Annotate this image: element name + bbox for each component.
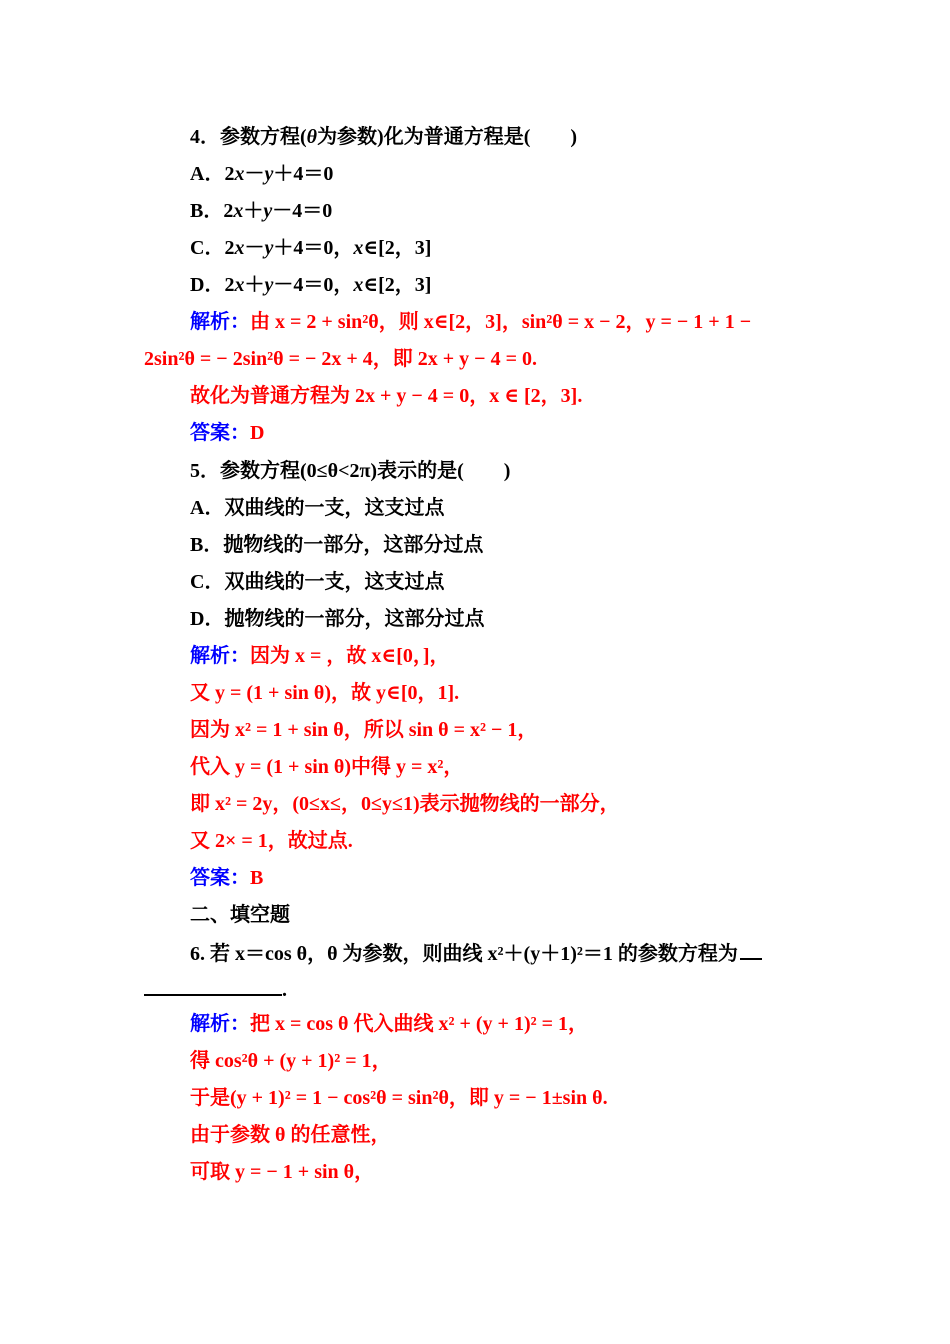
q4-solution-line-1 (190, 309, 751, 335)
q4-solution-line-2: 2sin²θ = − 2sin²θ = − 2x + 4，即 2x + y − 4 = 0. (144, 348, 537, 370)
option-var: y (264, 237, 274, 259)
q4-stem-part: 4．参数方程( (190, 126, 307, 148)
q4-stem-theta: θ (306, 126, 318, 148)
option-text: 2 (224, 163, 235, 185)
option-text: －4＝0 (272, 200, 333, 222)
option-text: ＋ (243, 200, 264, 222)
q5-solution-line-4: 代入 y = (1 + sin θ)中得 y = x²， (190, 756, 464, 778)
answer-blank[interactable] (740, 938, 762, 960)
option-text: ＋4＝0， (273, 237, 354, 259)
option-var: x (234, 274, 245, 296)
answer-label: 答案： (190, 422, 250, 444)
q5-stem-close: ) (503, 460, 511, 482)
option-var: y (264, 274, 274, 296)
answer-value: D (250, 422, 265, 444)
option-var: y (263, 200, 273, 222)
option-var: x (234, 237, 245, 259)
solution-label: 解析： (190, 311, 250, 333)
q4-option-a (190, 161, 333, 187)
option-label: C． (190, 237, 225, 259)
option-label: A． (190, 163, 225, 185)
option-text: － (244, 163, 265, 185)
q5-stem (190, 458, 510, 484)
q4-option-b (190, 198, 332, 224)
q5-solution-line-1 (190, 643, 450, 669)
q6-stem-continuation (144, 974, 287, 1003)
option-text: －4＝0， (273, 274, 354, 296)
option-var: x (234, 163, 245, 185)
q4-option-d (190, 272, 431, 298)
option-text: 2 (223, 200, 234, 222)
solution-label: 解析： (190, 1013, 250, 1035)
option-text: ∈[2，3] (363, 237, 432, 259)
q5-stem-text: 5．参数方程(0≤θ<2π)表示的是( (190, 460, 464, 482)
option-var: x (233, 200, 244, 222)
solution-text: 把 x = cos θ 代入曲线 x² + (y + 1)² = 1， (250, 1013, 588, 1035)
q5-option-d: D．抛物线的一部分，这部分过点 (190, 608, 485, 630)
q6-stem-text: 6. 若 x＝cos θ，θ 为参数，则曲线 x²＋(y＋1)²＝1 的参数方程为 (190, 943, 738, 965)
q6-solution-line-5: 可取 y = − 1 + sin θ， (190, 1161, 375, 1183)
solution-label: 解析： (190, 645, 250, 667)
q5-solution-line-3: 因为 x² = 1 + sin θ，所以 sin θ = x² − 1， (190, 719, 538, 741)
q5-solution-line-5: 即 x² = 2y，(0≤x≤，0≤y≤1)表示抛物线的一部分， (190, 793, 620, 815)
option-text: － (244, 237, 265, 259)
q6-stem (190, 938, 762, 967)
answer-blank[interactable] (144, 974, 282, 996)
section-title: 二、填空题 (190, 904, 290, 926)
q4-stem-part: 为参数)化为普通方程是( (317, 126, 531, 148)
q6-solution-line-4: 由于参数 θ 的任意性， (190, 1124, 391, 1146)
q5-solution-line-2: 又 y = (1 + sin θ)，故 y∈[0，1]. (190, 682, 460, 704)
option-text: 2 (224, 237, 235, 259)
q4-stem-close: ) (570, 126, 578, 148)
q4-answer (190, 420, 264, 446)
option-text: ＋ (244, 274, 265, 296)
option-text: 2 (224, 274, 235, 296)
option-text: ＋4＝0 (273, 163, 334, 185)
answer-value: B (250, 867, 264, 889)
q5-solution-line-6: 又 2× = 1，故过点. (190, 830, 353, 852)
q6-stem-end: . (282, 979, 287, 1001)
answer-label: 答案： (190, 867, 250, 889)
q6-solution-line-1 (190, 1011, 588, 1037)
option-var: x (353, 274, 364, 296)
solution-text: 因为 x = ，故 x∈[0，]， (250, 645, 450, 667)
q5-option-a: A．双曲线的一支，这支过点 (190, 497, 445, 519)
q5-option-c: C．双曲线的一支，这支过点 (190, 571, 445, 593)
q6-solution-line-2: 得 cos²θ + (y + 1)² = 1， (190, 1050, 392, 1072)
q5-answer (190, 865, 263, 891)
q4-solution-line-3: 故化为普通方程为 2x + y − 4 = 0，x ∈ [2，3]. (190, 385, 583, 407)
option-label: D． (190, 274, 225, 296)
option-text: ∈[2，3] (363, 274, 432, 296)
q5-option-b: B．抛物线的一部分，这部分过点 (190, 534, 484, 556)
q4-stem (190, 124, 577, 150)
option-var: x (353, 237, 364, 259)
option-var: y (264, 163, 274, 185)
option-label: B． (190, 200, 224, 222)
q6-solution-line-3: 于是(y + 1)² = 1 − cos²θ = sin²θ，即 y = − 1±sin θ. (190, 1087, 608, 1109)
solution-text: 由 x = 2 + sin²θ，则 x∈[2，3]，sin²θ = x − 2，y = − 1 + 1 − (250, 311, 752, 333)
q4-option-c (190, 235, 431, 261)
